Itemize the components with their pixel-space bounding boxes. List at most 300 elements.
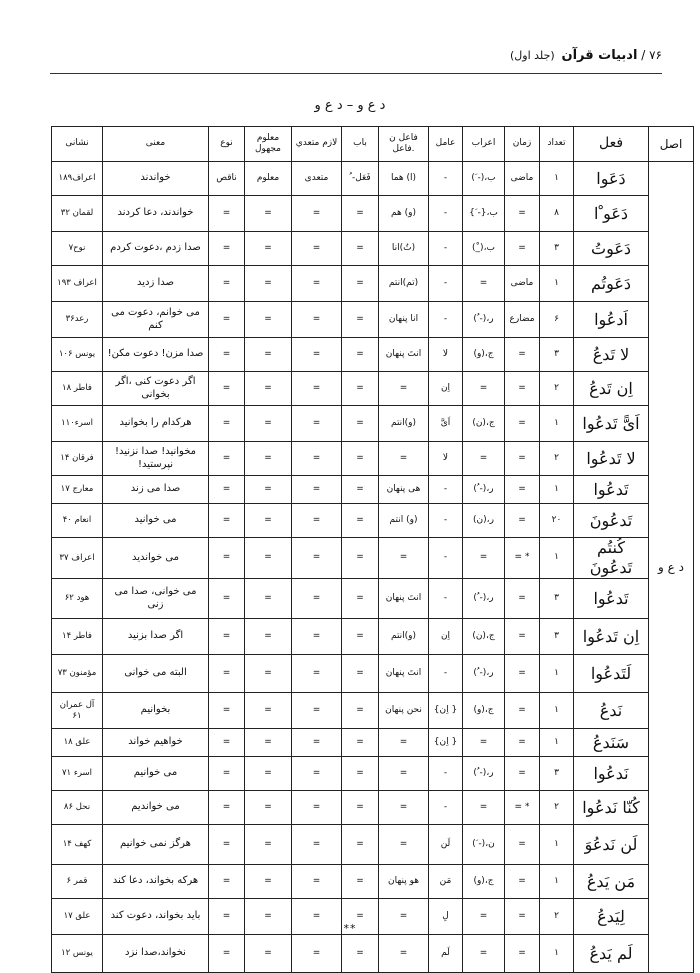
cell-lazem: =	[292, 619, 342, 655]
cell-neshani: آل عمران ۶۱	[52, 693, 103, 729]
cell-noe: =	[209, 504, 245, 538]
table-row	[52, 338, 694, 372]
cell-erab: ج،(ن)	[463, 406, 505, 442]
table-row	[52, 232, 694, 266]
cell-erab: ج،(و)	[463, 693, 505, 729]
page-number: ۷۶ /	[641, 48, 662, 62]
cell-amel: -	[429, 655, 463, 693]
cell-bab: =	[342, 372, 379, 406]
cell-neshani: علق ۱۸	[52, 729, 103, 757]
cell-neshani: یونس ۱۰۶	[52, 338, 103, 372]
col-header-fael: فاعل ن .فاعل	[379, 127, 429, 162]
cell-noe: =	[209, 538, 245, 579]
cell-erab: =	[463, 266, 505, 302]
cell-fael: =	[379, 791, 429, 825]
cell-lazem: =	[292, 266, 342, 302]
cell-fael: انتَ پنهان	[379, 338, 429, 372]
cell-bab: =	[342, 196, 379, 232]
cell-zaman: =	[505, 504, 540, 538]
cell-tedad: ۱	[540, 476, 574, 504]
cell-tedad: ۸	[540, 196, 574, 232]
cell-lazem: =	[292, 372, 342, 406]
cell-amel: اِن	[429, 372, 463, 406]
cell-maloom: =	[245, 406, 292, 442]
cell-fel: لِیَدعُ	[574, 899, 649, 935]
cell-maloom: =	[245, 865, 292, 899]
cell-noe: =	[209, 825, 245, 865]
cell-noe: =	[209, 579, 245, 619]
cell-mana: می خوانید	[103, 504, 209, 538]
cell-noe: =	[209, 406, 245, 442]
cell-neshani: قمر ۶	[52, 865, 103, 899]
cell-noe: =	[209, 619, 245, 655]
cell-tedad: ۱	[540, 825, 574, 865]
cell-amel: -	[429, 232, 463, 266]
cell-lazem: =	[292, 655, 342, 693]
cell-fael: =	[379, 729, 429, 757]
cell-erab: ر،(- ُ)	[463, 302, 505, 338]
cell-erab: =	[463, 538, 505, 579]
cell-erab: =	[463, 729, 505, 757]
cell-neshani: لقمان ۳۲	[52, 196, 103, 232]
cell-fael: (و) هم	[379, 196, 429, 232]
cell-noe: =	[209, 232, 245, 266]
header-rule	[50, 73, 662, 74]
table-row	[52, 504, 694, 538]
cell-tedad: ۳	[540, 232, 574, 266]
cell-fel: اَیًّ تَدعُوا	[574, 406, 649, 442]
cell-fael: نحن پنهان	[379, 693, 429, 729]
cell-tedad: ۲	[540, 372, 574, 406]
cell-lazem: =	[292, 693, 342, 729]
table-row	[52, 302, 694, 338]
cell-bab: =	[342, 232, 379, 266]
cell-noe: =	[209, 899, 245, 935]
cell-zaman: =	[505, 655, 540, 693]
cell-neshani: اعراف ۱۹۳	[52, 266, 103, 302]
cell-erab: =	[463, 899, 505, 935]
cell-mana: خواندند	[103, 162, 209, 196]
cell-neshani: اسرء۱۱۰	[52, 406, 103, 442]
cell-mana: هرکدام را بخوانید	[103, 406, 209, 442]
cell-fel: اَدعُوا	[574, 302, 649, 338]
col-header-zaman: زمان	[505, 127, 540, 162]
cell-tedad: ۱	[540, 729, 574, 757]
cell-amel: -	[429, 504, 463, 538]
cell-mana: خواهیم خواند	[103, 729, 209, 757]
cell-fel: لَن نَدعُوَ	[574, 825, 649, 865]
cell-fael: انا پنهان	[379, 302, 429, 338]
col-header-erab: اعراب	[463, 127, 505, 162]
col-header-asl: اصل	[649, 127, 694, 162]
cell-amel: مَن	[429, 865, 463, 899]
cell-mana: می خواندیم	[103, 791, 209, 825]
cell-neshani: نوح۷	[52, 232, 103, 266]
cell-fael: انتَ پنهان	[379, 579, 429, 619]
cell-mana: خواندند، دعا کردند	[103, 196, 209, 232]
col-header-amel: عامل	[429, 127, 463, 162]
cell-zaman: * =	[505, 791, 540, 825]
cell-bab: =	[342, 338, 379, 372]
cell-neshani: علق ۱۷	[52, 899, 103, 935]
table-row	[52, 196, 694, 232]
cell-fel: لا تَدعُوا	[574, 442, 649, 476]
cell-amel: -	[429, 302, 463, 338]
cell-mana: صدا زدید	[103, 266, 209, 302]
cell-erab: ب،(_ْ)	[463, 232, 505, 266]
cell-fael: هی پنهان	[379, 476, 429, 504]
cell-amel: لَم	[429, 935, 463, 973]
col-header-neshani: نشانی	[52, 127, 103, 162]
cell-erab: ب،(- َ)	[463, 162, 505, 196]
cell-mana: می خوانی، صدا می زنی	[103, 579, 209, 619]
cell-fel: دَعَو ْا	[574, 196, 649, 232]
col-header-tedad: تعداد	[540, 127, 574, 162]
cell-maloom: =	[245, 619, 292, 655]
cell-fael: (و)انتم	[379, 406, 429, 442]
cell-fael: =	[379, 825, 429, 865]
cell-erab: =	[463, 372, 505, 406]
cell-bab: =	[342, 899, 379, 935]
cell-tedad: ۱	[540, 935, 574, 973]
cell-erab: ر،(- ُ)	[463, 476, 505, 504]
cell-zaman: =	[505, 338, 540, 372]
cell-amel: -	[429, 757, 463, 791]
col-header-bab: باب	[342, 127, 379, 162]
table-row	[52, 579, 694, 619]
cell-erab: =	[463, 442, 505, 476]
cell-lazem: =	[292, 899, 342, 935]
cell-erab: ر،(- ُ)	[463, 655, 505, 693]
cell-noe: =	[209, 791, 245, 825]
cell-fael: (و) انتم	[379, 504, 429, 538]
cell-tedad: ۲	[540, 899, 574, 935]
cell-lazem: =	[292, 729, 342, 757]
cell-mana: البته می خوانی	[103, 655, 209, 693]
col-header-lazem: لازم متعدي	[292, 127, 342, 162]
cell-amel: -	[429, 476, 463, 504]
table-header-row	[52, 127, 694, 162]
section-title: د ع و – د ع و	[314, 98, 386, 113]
cell-zaman: =	[505, 406, 540, 442]
table-row	[52, 865, 694, 899]
cell-zaman: =	[505, 442, 540, 476]
cell-neshani: اعراف۱۸۹	[52, 162, 103, 196]
cell-maloom: =	[245, 757, 292, 791]
cell-zaman: =	[505, 899, 540, 935]
table-row	[52, 655, 694, 693]
cell-zaman: =	[505, 693, 540, 729]
cell-bab: =	[342, 619, 379, 655]
cell-bab: =	[342, 655, 379, 693]
cell-bab: =	[342, 476, 379, 504]
cell-mana: می خوانم، دعوت می کنم	[103, 302, 209, 338]
cell-neshani: معارج ۱۷	[52, 476, 103, 504]
cell-erab: ر،(- ُ)	[463, 757, 505, 791]
cell-noe: =	[209, 865, 245, 899]
table-row	[52, 162, 694, 196]
cell-maloom: =	[245, 476, 292, 504]
cell-erab: ج،(و)	[463, 338, 505, 372]
cell-bab: =	[342, 791, 379, 825]
cell-maloom: معلوم	[245, 162, 292, 196]
cell-tedad: ۱	[540, 406, 574, 442]
cell-erab: ر،(ن)	[463, 504, 505, 538]
col-header-fel: فعل	[574, 127, 649, 162]
cell-maloom: =	[245, 338, 292, 372]
cell-lazem: =	[292, 825, 342, 865]
table-row	[52, 538, 694, 579]
cell-fel: اِن تَدعُوا	[574, 619, 649, 655]
table-row	[52, 825, 694, 865]
cell-mana: می خواندید	[103, 538, 209, 579]
cell-neshani: فرقان ۱۴	[52, 442, 103, 476]
cell-bab: =	[342, 579, 379, 619]
cell-tedad: ۳	[540, 579, 574, 619]
cell-lazem: متعدی	[292, 162, 342, 196]
cell-amel: -	[429, 791, 463, 825]
cell-zaman: =	[505, 579, 540, 619]
table-row	[52, 372, 694, 406]
cell-erab: ر،(- ُ)	[463, 579, 505, 619]
cell-zaman: ماضی	[505, 162, 540, 196]
cell-amel: -	[429, 266, 463, 302]
cell-tedad: ۶	[540, 302, 574, 338]
cell-amel: { اِن}	[429, 729, 463, 757]
cell-bab: =	[342, 865, 379, 899]
cell-tedad: ۱	[540, 266, 574, 302]
cell-tedad: ۳	[540, 338, 574, 372]
cell-mana: باید بخواند، دعوت کند	[103, 899, 209, 935]
cell-fael: (تم)انتم	[379, 266, 429, 302]
cell-zaman: =	[505, 372, 540, 406]
cell-mana: صدا می زند	[103, 476, 209, 504]
cell-fel: مَن یَدعُ	[574, 865, 649, 899]
cell-tedad: ۱	[540, 162, 574, 196]
cell-zaman: =	[505, 619, 540, 655]
cell-lazem: =	[292, 338, 342, 372]
cell-noe: =	[209, 757, 245, 791]
cell-fael: هو پنهان	[379, 865, 429, 899]
cell-maloom: =	[245, 791, 292, 825]
cell-noe: =	[209, 693, 245, 729]
cell-bab: =	[342, 406, 379, 442]
cell-fel: دَعَوا	[574, 162, 649, 196]
cell-neshani: اسرء ۷۱	[52, 757, 103, 791]
cell-amel: -	[429, 538, 463, 579]
cell-noe: =	[209, 476, 245, 504]
cell-fel: نَدعُ	[574, 693, 649, 729]
cell-lazem: =	[292, 538, 342, 579]
cell-maloom: =	[245, 729, 292, 757]
page-footer: **	[343, 922, 357, 935]
cell-bab: =	[342, 442, 379, 476]
cell-tedad: ۱	[540, 693, 574, 729]
cell-fael: (و)انتم	[379, 619, 429, 655]
cell-mana: اگر صدا بزنید	[103, 619, 209, 655]
cell-amel: اَیَّ	[429, 406, 463, 442]
cell-neshani: کهف ۱۴	[52, 825, 103, 865]
cell-amel: لا	[429, 338, 463, 372]
cell-fel: تَدعُونَ	[574, 504, 649, 538]
cell-fael: =	[379, 935, 429, 973]
cell-fel: کُنّا نَدعُوا	[574, 791, 649, 825]
col-header-maloom: معلوم مجهول	[245, 127, 292, 162]
cell-fel: دَعَوتُ	[574, 232, 649, 266]
cell-mana: مخوانید! صدا نزنید! نپرستید!	[103, 442, 209, 476]
cell-fel: دَعَوتُم	[574, 266, 649, 302]
cell-noe: =	[209, 266, 245, 302]
table-row	[52, 442, 694, 476]
cell-tedad: ۳	[540, 619, 574, 655]
col-header-mana: معنی	[103, 127, 209, 162]
cell-bab: =	[342, 825, 379, 865]
cell-amel: اِن	[429, 619, 463, 655]
cell-zaman: =	[505, 476, 540, 504]
cell-erab: =	[463, 791, 505, 825]
cell-lazem: =	[292, 935, 342, 973]
cell-bab: =	[342, 729, 379, 757]
cell-fel: کُنتُم تَدعُونَ	[574, 538, 649, 579]
table-row	[52, 693, 694, 729]
cell-maloom: =	[245, 196, 292, 232]
cell-zaman: =	[505, 757, 540, 791]
cell-neshani: انعام ۴۰	[52, 504, 103, 538]
cell-zaman: مضارع	[505, 302, 540, 338]
cell-tedad: ۱	[540, 865, 574, 899]
cell-amel: { اِن}	[429, 693, 463, 729]
cell-lazem: =	[292, 406, 342, 442]
table-row	[52, 757, 694, 791]
cell-maloom: =	[245, 504, 292, 538]
cell-fel: نَدعُوا	[574, 757, 649, 791]
cell-lazem: =	[292, 442, 342, 476]
table-row	[52, 476, 694, 504]
cell-tedad: ۳	[540, 757, 574, 791]
cell-zaman: =	[505, 865, 540, 899]
cell-fael: =	[379, 899, 429, 935]
cell-mana: اگر دعوت کنی ،اگر بخوانی	[103, 372, 209, 406]
cell-lazem: =	[292, 476, 342, 504]
cell-zaman: =	[505, 729, 540, 757]
cell-mana: می خوانیم	[103, 757, 209, 791]
table-row	[52, 619, 694, 655]
table-row	[52, 791, 694, 825]
cell-fel: تَدعُوا	[574, 476, 649, 504]
cell-erab: =	[463, 935, 505, 973]
cell-noe: =	[209, 655, 245, 693]
cell-zaman: =	[505, 935, 540, 973]
volume-label: (جلد اول)	[510, 49, 555, 62]
cell-mana: هرکه بخواند، دعا کند	[103, 865, 209, 899]
cell-lazem: =	[292, 302, 342, 338]
page-header	[50, 48, 662, 70]
cell-bab: =	[342, 757, 379, 791]
cell-fael: =	[379, 757, 429, 791]
cell-bab: فَعَل- ُ	[342, 162, 379, 196]
cell-fel: سَنَدعُ	[574, 729, 649, 757]
cell-neshani: فاطر ۱۴	[52, 619, 103, 655]
cell-maloom: =	[245, 655, 292, 693]
cell-mana: صدا مزن! دعوت مکن!	[103, 338, 209, 372]
cell-maloom: =	[245, 232, 292, 266]
book-title: ادبیات قرآن	[561, 48, 638, 63]
cell-lazem: =	[292, 196, 342, 232]
cell-maloom: =	[245, 442, 292, 476]
cell-root: د ع و	[649, 162, 694, 973]
cell-zaman: =	[505, 232, 540, 266]
cell-erab: ن،(- َ)	[463, 825, 505, 865]
cell-zaman: ماضی	[505, 266, 540, 302]
cell-maloom: =	[245, 579, 292, 619]
cell-bab: =	[342, 935, 379, 973]
cell-noe: ناقص	[209, 162, 245, 196]
cell-mana: نخواند،صدا نزد	[103, 935, 209, 973]
table-row	[52, 729, 694, 757]
cell-amel: -	[429, 579, 463, 619]
cell-bab: =	[342, 504, 379, 538]
cell-noe: =	[209, 729, 245, 757]
cell-lazem: =	[292, 791, 342, 825]
cell-tedad: ۲۰	[540, 504, 574, 538]
cell-amel: لا	[429, 442, 463, 476]
cell-bab: =	[342, 302, 379, 338]
cell-neshani: یونس ۱۲	[52, 935, 103, 973]
cell-maloom: =	[245, 266, 292, 302]
cell-mana: هرگز نمی خوانیم	[103, 825, 209, 865]
table-row	[52, 406, 694, 442]
cell-lazem: =	[292, 232, 342, 266]
cell-neshani: رعد۳۶	[52, 302, 103, 338]
cell-neshani: نحل ۸۶	[52, 791, 103, 825]
cell-noe: =	[209, 196, 245, 232]
cell-bab: =	[342, 538, 379, 579]
cell-noe: =	[209, 935, 245, 973]
cell-neshani: مؤمنون ۷۳	[52, 655, 103, 693]
cell-erab: ج،(و)	[463, 865, 505, 899]
cell-fael: (ا) هما	[379, 162, 429, 196]
cell-maloom: =	[245, 372, 292, 406]
table-row	[52, 935, 694, 973]
cell-fael: (تُ)انا	[379, 232, 429, 266]
cell-fel: تَدعُوا	[574, 579, 649, 619]
cell-amel: لَن	[429, 825, 463, 865]
cell-tedad: ۲	[540, 791, 574, 825]
cell-erab: ج،(ن)	[463, 619, 505, 655]
cell-maloom: =	[245, 899, 292, 935]
cell-bab: =	[342, 266, 379, 302]
cell-amel: -	[429, 162, 463, 196]
conjugation-table	[51, 126, 694, 973]
cell-fael: =	[379, 372, 429, 406]
cell-noe: =	[209, 372, 245, 406]
cell-mana: بخوانیم	[103, 693, 209, 729]
cell-zaman: =	[505, 825, 540, 865]
cell-lazem: =	[292, 579, 342, 619]
cell-maloom: =	[245, 935, 292, 973]
cell-zaman: =	[505, 196, 540, 232]
cell-fel: اِن تَدعُ	[574, 372, 649, 406]
cell-neshani: فاطر ۱۸	[52, 372, 103, 406]
cell-mana: صدا زدم ،دعوت کردم	[103, 232, 209, 266]
cell-fel: لَتَدعُوا	[574, 655, 649, 693]
cell-lazem: =	[292, 757, 342, 791]
cell-noe: =	[209, 338, 245, 372]
cell-maloom: =	[245, 302, 292, 338]
cell-maloom: =	[245, 538, 292, 579]
cell-tedad: ۲	[540, 442, 574, 476]
cell-fael: =	[379, 442, 429, 476]
